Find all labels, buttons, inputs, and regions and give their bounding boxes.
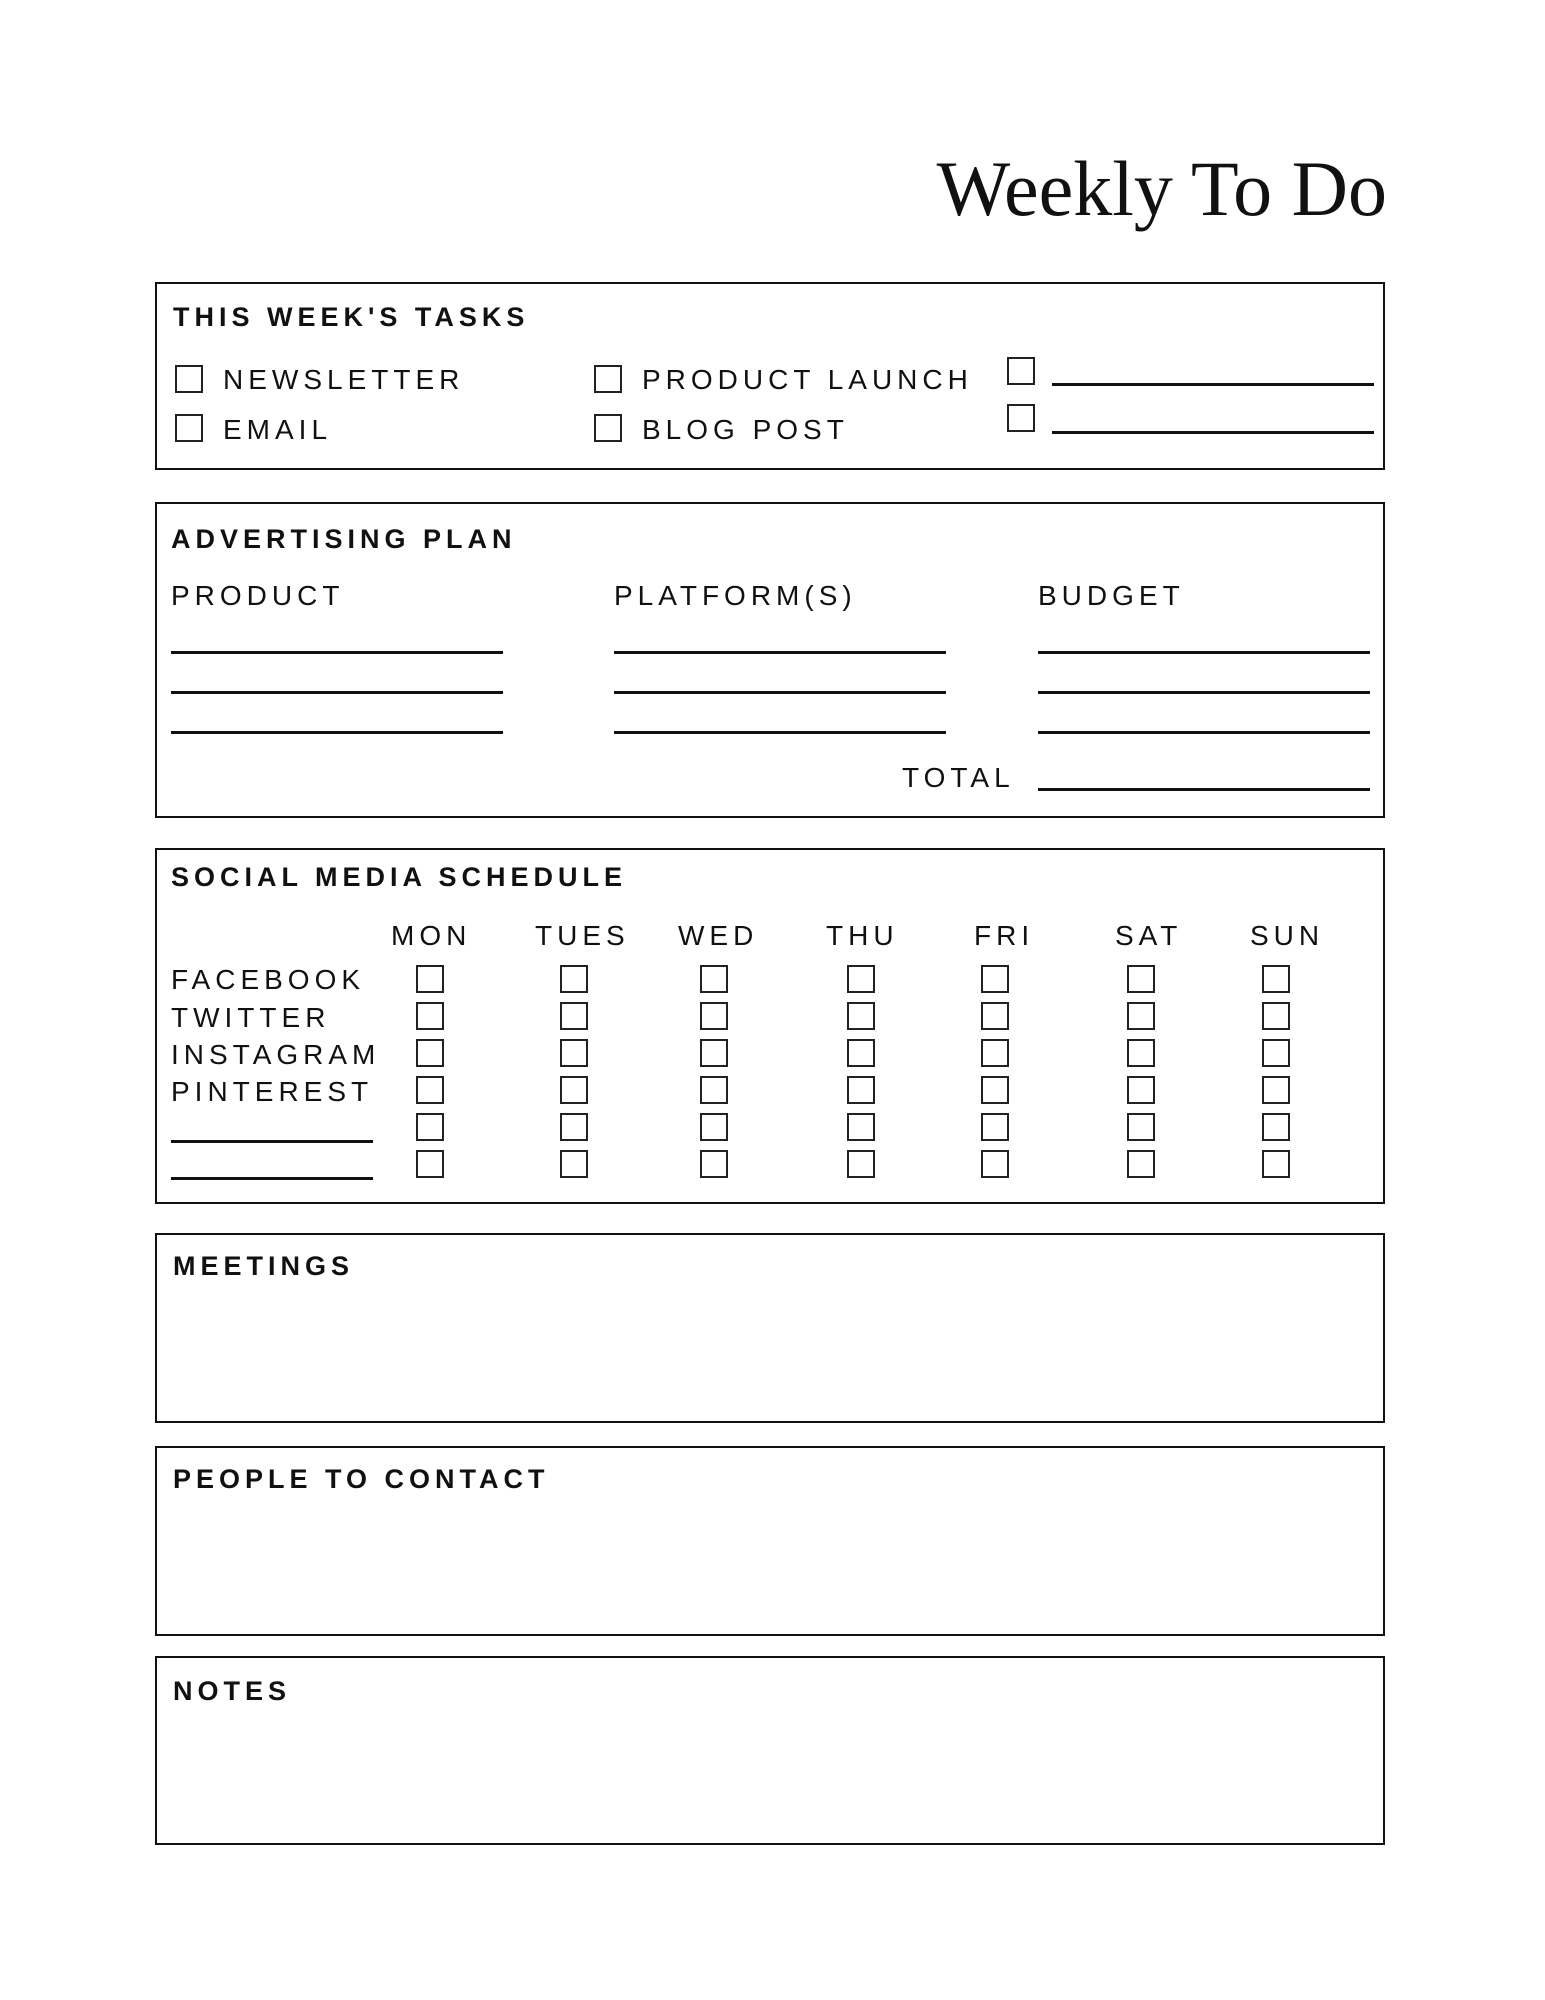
- schedule-checkbox-wed-row1[interactable]: [700, 965, 728, 993]
- advertising-section: [155, 502, 1385, 818]
- task-checkbox-custom-2[interactable]: [1007, 404, 1035, 432]
- platform-line[interactable]: [614, 731, 946, 734]
- contacts-heading: PEOPLE TO CONTACT: [173, 1464, 550, 1494]
- schedule-checkbox-thu-row5[interactable]: [847, 1113, 875, 1141]
- platform-line[interactable]: [614, 691, 946, 694]
- platform-blank-line[interactable]: [171, 1177, 373, 1180]
- platform-twitter: TWITTER: [171, 1002, 331, 1033]
- schedule-checkbox-sat-row6[interactable]: [1127, 1150, 1155, 1178]
- notes-section: [155, 1656, 1385, 1845]
- task-label-email: EMAIL: [223, 414, 333, 445]
- total-line[interactable]: [1038, 788, 1370, 791]
- schedule-checkbox-wed-row4[interactable]: [700, 1076, 728, 1104]
- schedule-checkbox-tues-row1[interactable]: [560, 965, 588, 993]
- advertising-heading: ADVERTISING PLAN: [171, 524, 517, 554]
- contacts-section: [155, 1446, 1385, 1636]
- day-tues: TUES: [535, 920, 630, 951]
- task-checkbox-newsletter[interactable]: [175, 365, 203, 393]
- column-platforms: PLATFORM(S): [614, 580, 857, 611]
- tasks-section: [155, 282, 1385, 470]
- task-label-blog-post: BLOG POST: [642, 414, 849, 445]
- schedule-checkbox-thu-row4[interactable]: [847, 1076, 875, 1104]
- schedule-checkbox-thu-row1[interactable]: [847, 965, 875, 993]
- schedule-checkbox-sun-row3[interactable]: [1262, 1039, 1290, 1067]
- day-sat: SAT: [1115, 920, 1183, 951]
- schedule-checkbox-tues-row4[interactable]: [560, 1076, 588, 1104]
- schedule-checkbox-wed-row3[interactable]: [700, 1039, 728, 1067]
- schedule-checkbox-sun-row2[interactable]: [1262, 1002, 1290, 1030]
- platform-pinterest: PINTEREST: [171, 1076, 374, 1107]
- schedule-checkbox-tues-row5[interactable]: [560, 1113, 588, 1141]
- product-line[interactable]: [171, 691, 503, 694]
- task-blank-line-2[interactable]: [1052, 431, 1374, 434]
- day-sun: SUN: [1250, 920, 1325, 951]
- schedule-checkbox-tues-row6[interactable]: [560, 1150, 588, 1178]
- platform-blank-line[interactable]: [171, 1140, 373, 1143]
- social-section: [155, 848, 1385, 1204]
- schedule-checkbox-mon-row1[interactable]: [416, 965, 444, 993]
- meetings-section: [155, 1233, 1385, 1423]
- schedule-checkbox-mon-row2[interactable]: [416, 1002, 444, 1030]
- schedule-checkbox-fri-row2[interactable]: [981, 1002, 1009, 1030]
- schedule-checkbox-sun-row4[interactable]: [1262, 1076, 1290, 1104]
- tasks-heading: THIS WEEK'S TASKS: [173, 302, 530, 332]
- task-blank-line-1[interactable]: [1052, 383, 1374, 386]
- schedule-checkbox-sat-row4[interactable]: [1127, 1076, 1155, 1104]
- product-line[interactable]: [171, 651, 503, 654]
- schedule-checkbox-fri-row1[interactable]: [981, 965, 1009, 993]
- task-label-newsletter: NEWSLETTER: [223, 364, 465, 395]
- platform-instagram: INSTAGRAM: [171, 1039, 381, 1070]
- task-checkbox-email[interactable]: [175, 414, 203, 442]
- schedule-checkbox-wed-row5[interactable]: [700, 1113, 728, 1141]
- schedule-checkbox-sat-row2[interactable]: [1127, 1002, 1155, 1030]
- day-mon: MON: [391, 920, 472, 951]
- task-checkbox-blog-post[interactable]: [594, 414, 622, 442]
- schedule-checkbox-mon-row5[interactable]: [416, 1113, 444, 1141]
- schedule-checkbox-wed-row6[interactable]: [700, 1150, 728, 1178]
- schedule-checkbox-wed-row2[interactable]: [700, 1002, 728, 1030]
- day-fri: FRI: [974, 920, 1035, 951]
- column-budget: BUDGET: [1038, 580, 1185, 611]
- schedule-checkbox-thu-row2[interactable]: [847, 1002, 875, 1030]
- platform-facebook: FACEBOOK: [171, 964, 366, 995]
- day-thu: THU: [826, 920, 899, 951]
- notes-heading: NOTES: [173, 1676, 292, 1706]
- schedule-checkbox-thu-row6[interactable]: [847, 1150, 875, 1178]
- schedule-checkbox-sun-row6[interactable]: [1262, 1150, 1290, 1178]
- total-label: TOTAL: [902, 762, 1015, 793]
- budget-line[interactable]: [1038, 691, 1370, 694]
- page-title: Weekly To Do: [936, 145, 1387, 232]
- schedule-checkbox-sun-row5[interactable]: [1262, 1113, 1290, 1141]
- platform-line[interactable]: [614, 651, 946, 654]
- schedule-checkbox-fri-row6[interactable]: [981, 1150, 1009, 1178]
- schedule-checkbox-mon-row6[interactable]: [416, 1150, 444, 1178]
- schedule-checkbox-fri-row5[interactable]: [981, 1113, 1009, 1141]
- schedule-checkbox-mon-row3[interactable]: [416, 1039, 444, 1067]
- task-checkbox-custom-1[interactable]: [1007, 357, 1035, 385]
- schedule-checkbox-sun-row1[interactable]: [1262, 965, 1290, 993]
- schedule-checkbox-tues-row2[interactable]: [560, 1002, 588, 1030]
- social-heading: SOCIAL MEDIA SCHEDULE: [171, 862, 628, 892]
- day-wed: WED: [678, 920, 759, 951]
- schedule-checkbox-tues-row3[interactable]: [560, 1039, 588, 1067]
- product-line[interactable]: [171, 731, 503, 734]
- meetings-heading: MEETINGS: [173, 1251, 355, 1281]
- schedule-checkbox-fri-row3[interactable]: [981, 1039, 1009, 1067]
- budget-line[interactable]: [1038, 731, 1370, 734]
- schedule-checkbox-sat-row1[interactable]: [1127, 965, 1155, 993]
- schedule-checkbox-mon-row4[interactable]: [416, 1076, 444, 1104]
- schedule-checkbox-sat-row3[interactable]: [1127, 1039, 1155, 1067]
- task-checkbox-product-launch[interactable]: [594, 365, 622, 393]
- schedule-checkbox-fri-row4[interactable]: [981, 1076, 1009, 1104]
- task-label-product-launch: PRODUCT LAUNCH: [642, 364, 973, 395]
- budget-line[interactable]: [1038, 651, 1370, 654]
- schedule-checkbox-sat-row5[interactable]: [1127, 1113, 1155, 1141]
- column-product: PRODUCT: [171, 580, 345, 611]
- schedule-checkbox-thu-row3[interactable]: [847, 1039, 875, 1067]
